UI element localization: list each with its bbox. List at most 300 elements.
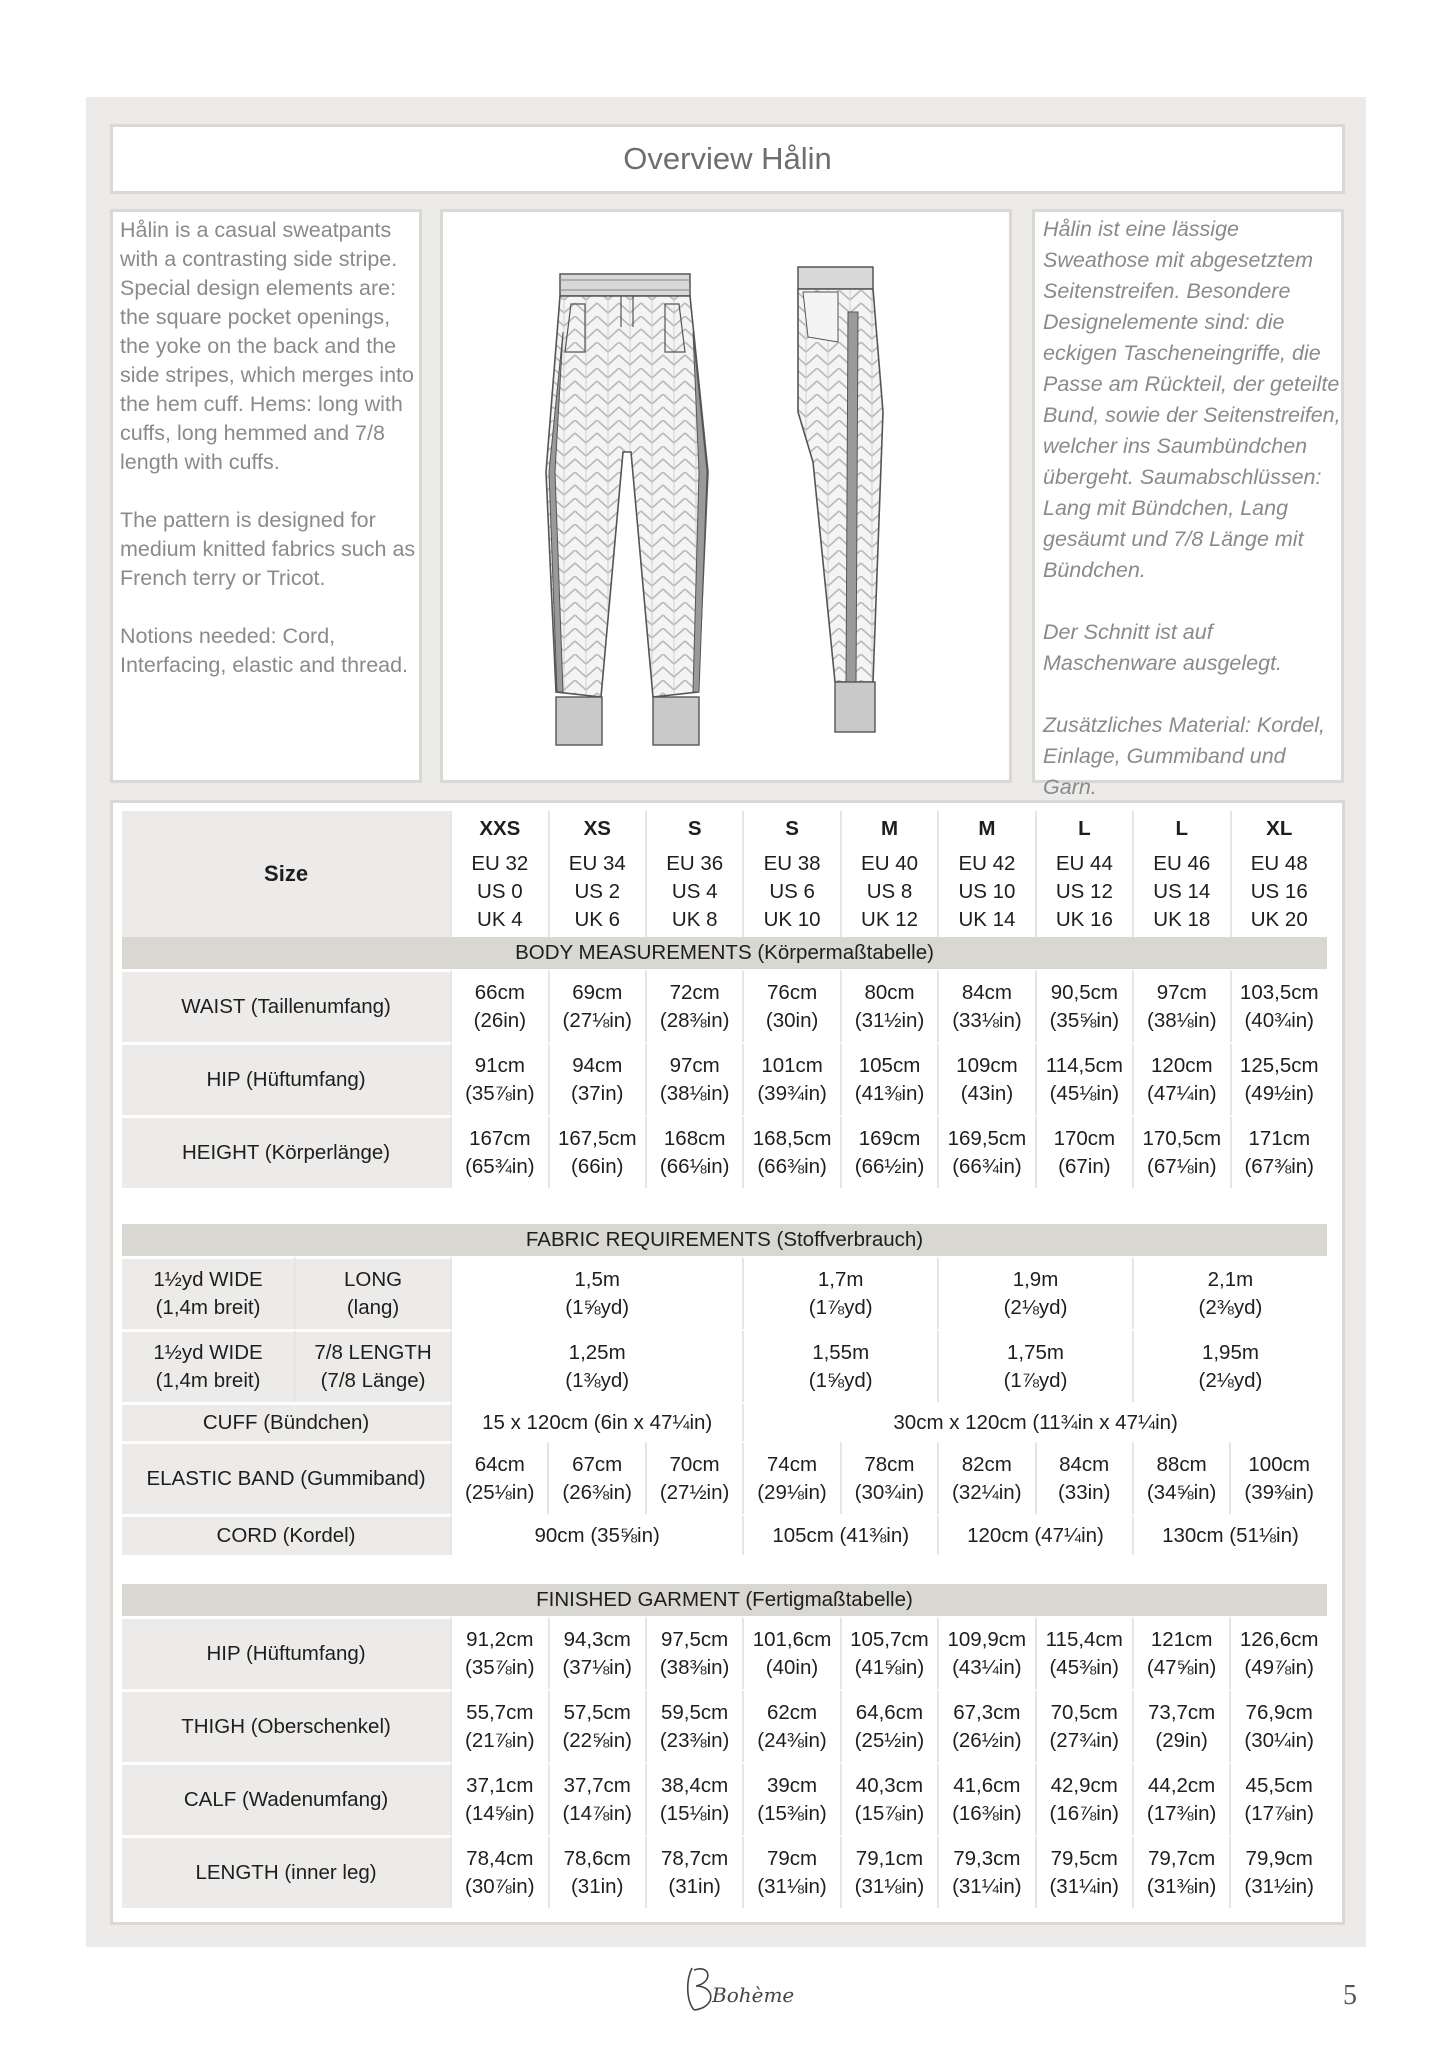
fabric-yards: (2⅛yd) — [1003, 1296, 1068, 1319]
value-inch: (31½in) — [1244, 1875, 1314, 1898]
value-cm: 97cm — [1156, 981, 1207, 1004]
fabric-amount-cell — [1132, 1256, 1327, 1329]
size-letter: XL — [1266, 817, 1293, 840]
size-eu: EU 34 — [568, 852, 626, 875]
value-cm: 126,6cm — [1239, 1628, 1319, 1651]
value-inch: (67⅜in) — [1244, 1155, 1314, 1178]
value-cm: 82cm — [961, 1453, 1012, 1476]
value-cm: 78cm — [864, 1453, 915, 1476]
value-inch: (30⅞in) — [465, 1875, 535, 1898]
measurement-cell — [548, 969, 645, 1042]
value-cm: 105,7cm — [850, 1628, 929, 1651]
fabric-type: 7/8 LENGTH — [314, 1341, 432, 1364]
value-inch: (24⅜in) — [757, 1729, 827, 1752]
size-letter-cell — [840, 811, 937, 847]
value-inch: (27¾in) — [1049, 1729, 1119, 1752]
measurement-cell — [450, 1042, 547, 1115]
size-letter-cell — [1230, 811, 1328, 847]
value-cm: 97cm — [669, 1054, 720, 1077]
value-cm: 170cm — [1053, 1127, 1116, 1150]
value-cm: 91cm — [474, 1054, 525, 1077]
measurement-cell — [1229, 1689, 1327, 1762]
technical-drawing — [440, 209, 1012, 783]
measurement-cell — [1230, 1115, 1328, 1188]
cord-value: 90cm (35⅝in) — [534, 1524, 660, 1547]
cord-value-cell — [450, 1514, 742, 1555]
value-cm: 76cm — [767, 981, 818, 1004]
measurement-cell — [742, 1762, 839, 1835]
cord-value-cell — [937, 1514, 1132, 1555]
fabric-amount-cell — [937, 1329, 1132, 1402]
size-letter-cell — [548, 811, 645, 847]
measurement-cell — [548, 1042, 645, 1115]
value-cm: 37,7cm — [563, 1774, 631, 1797]
value-inch: (26½in) — [952, 1729, 1022, 1752]
table-row — [122, 1042, 1327, 1115]
fabric-section-title: FABRIC REQUIREMENTS (Stoffverbrauch) — [525, 1228, 924, 1251]
value-cm: 169,5cm — [947, 1127, 1027, 1150]
row-label: HIP (Hüftumfang) — [206, 1642, 366, 1665]
measurement-cell — [840, 1835, 937, 1908]
size-us: US 2 — [574, 880, 621, 903]
elastic-value-cell — [1229, 1441, 1327, 1514]
row-label-cell — [122, 1042, 450, 1115]
value-cm: 78,6cm — [563, 1847, 631, 1870]
table-row — [122, 1115, 1327, 1188]
fabric-type-cell — [294, 1329, 450, 1402]
size-letter-cell — [1035, 811, 1132, 847]
measurement-cell — [840, 1616, 937, 1689]
row-label: WAIST (Taillenumfang) — [181, 995, 391, 1018]
value-cm: 66cm — [474, 981, 525, 1004]
value-cm: 114,5cm — [1045, 1054, 1123, 1077]
size-letter: XXS — [479, 817, 521, 840]
value-cm: 101,6cm — [752, 1628, 832, 1651]
cuff-label: CUFF (Bündchen) — [202, 1411, 370, 1434]
fabric-meters: 1,25m — [568, 1341, 626, 1364]
size-conversion-cell — [742, 847, 839, 937]
value-inch: (38⅛in) — [659, 1082, 730, 1105]
measurement-cell — [645, 1762, 742, 1835]
measurement-cell — [742, 1689, 839, 1762]
cuff-value-cell — [450, 1402, 742, 1441]
value-inch: (49⅞in) — [1244, 1656, 1314, 1679]
fabric-meters: 1,5m — [574, 1268, 620, 1291]
value-inch: (26⅜in) — [562, 1481, 632, 1504]
row-label-cell — [122, 969, 450, 1042]
measurement-cell — [937, 1835, 1034, 1908]
size-uk: UK 6 — [574, 908, 621, 931]
measurement-cell — [1132, 969, 1229, 1042]
value-cm: 39cm — [766, 1774, 818, 1797]
cord-value: 105cm (41⅜in) — [772, 1524, 910, 1547]
value-cm: 42,9cm — [1050, 1774, 1118, 1797]
measurement-cell — [840, 1762, 937, 1835]
measurement-cell — [645, 1042, 742, 1115]
measurement-cell — [1132, 1042, 1229, 1115]
value-inch: (37⅛in) — [562, 1656, 632, 1679]
elastic-value-cell — [742, 1441, 839, 1514]
measurement-cell — [645, 1835, 742, 1908]
measurement-cell — [937, 1115, 1034, 1188]
measurement-cell — [1035, 1115, 1132, 1188]
measurement-cell — [742, 969, 839, 1042]
size-us: US 14 — [1153, 880, 1211, 903]
value-cm: 74cm — [766, 1453, 818, 1476]
table-row — [122, 1329, 1327, 1402]
elastic-label-cell — [122, 1441, 450, 1514]
value-inch: (15⅛in) — [659, 1802, 730, 1825]
value-inch: (31⅜in) — [1146, 1875, 1217, 1898]
value-inch: (15⅜in) — [757, 1802, 827, 1825]
value-inch: (14⅞in) — [562, 1802, 632, 1825]
size-letter: XS — [583, 817, 611, 840]
value-cm: 78,7cm — [660, 1847, 729, 1870]
size-letter: S — [687, 817, 702, 840]
measurement-cell — [645, 1689, 742, 1762]
side-view-icon — [798, 267, 883, 732]
value-cm: 79,5cm — [1050, 1847, 1118, 1870]
size-us: US 10 — [958, 880, 1016, 903]
measurement-cell — [548, 1835, 645, 1908]
fabric-meters: 1,55m — [812, 1341, 870, 1364]
fabric-meters: 2,1m — [1207, 1268, 1254, 1291]
elastic-value-cell — [645, 1441, 742, 1514]
value-inch: (29⅛in) — [757, 1481, 827, 1504]
measurement-cell — [937, 1042, 1034, 1115]
fabric-type-cell — [294, 1256, 450, 1329]
value-inch: (28⅜in) — [659, 1009, 730, 1032]
value-inch: (66in) — [571, 1155, 624, 1178]
size-letter: L — [1175, 817, 1189, 840]
size-eu: EU 32 — [471, 852, 529, 875]
size-eu: EU 36 — [666, 852, 724, 875]
value-inch: (43¼in) — [952, 1656, 1022, 1679]
fabric-requirements-table — [122, 1224, 1327, 1555]
value-cm: 45,5cm — [1245, 1774, 1313, 1797]
size-label: Size — [264, 861, 309, 886]
value-inch: (66⅜in) — [757, 1155, 827, 1178]
fabric-amount-cell — [742, 1256, 937, 1329]
fabric-width: 1½yd WIDE — [153, 1341, 263, 1364]
body-measurements-table — [122, 811, 1327, 1188]
row-label-cell — [122, 1616, 450, 1689]
value-inch: (34⅝in) — [1146, 1481, 1217, 1504]
description-english — [110, 209, 422, 783]
cord-value: 130cm (51⅛in) — [1162, 1524, 1299, 1547]
value-cm: 79,3cm — [953, 1847, 1021, 1870]
row-label: THIGH (Oberschenkel) — [181, 1715, 391, 1738]
value-cm: 125,5cm — [1239, 1054, 1319, 1077]
value-cm: 97,5cm — [660, 1628, 729, 1651]
measurement-cell — [450, 1835, 547, 1908]
value-inch: (22⅝in) — [562, 1729, 632, 1752]
size-eu: EU 40 — [861, 852, 919, 875]
value-inch: (33⅛in) — [952, 1009, 1022, 1032]
fabric-width-cell — [122, 1256, 294, 1329]
value-cm: 84cm — [1059, 1453, 1110, 1476]
measurement-cell — [645, 1115, 742, 1188]
measurement-cell — [1230, 969, 1328, 1042]
value-cm: 41,6cm — [953, 1774, 1021, 1797]
value-inch: (39⅜in) — [1244, 1481, 1314, 1504]
value-inch: (27½in) — [659, 1481, 730, 1504]
value-cm: 103,5cm — [1239, 981, 1319, 1004]
value-inch: (16⅜in) — [952, 1802, 1022, 1825]
size-conversion-cell — [450, 847, 547, 937]
value-cm: 168,5cm — [752, 1127, 832, 1150]
value-cm: 69cm — [572, 981, 623, 1004]
value-inch: (30¾in) — [854, 1481, 925, 1504]
value-cm: 109cm — [956, 1054, 1018, 1077]
value-inch: (37in) — [571, 1082, 624, 1105]
measurement-cell — [450, 1115, 547, 1188]
value-inch: (31⅛in) — [854, 1875, 925, 1898]
front-view-icon — [546, 274, 708, 745]
measurement-cell — [1035, 1835, 1132, 1908]
size-uk: UK 12 — [861, 908, 919, 931]
value-cm: 171cm — [1248, 1127, 1311, 1150]
value-cm: 169cm — [858, 1127, 921, 1150]
table-row — [122, 1762, 1327, 1835]
value-inch: (33in) — [1057, 1481, 1111, 1504]
elastic-value-cell — [1132, 1441, 1229, 1514]
value-cm: 78,4cm — [466, 1847, 534, 1870]
page-title — [110, 124, 1345, 194]
measurement-cell — [1132, 1689, 1229, 1762]
value-cm: 100cm — [1248, 1453, 1310, 1476]
measurement-cell — [1132, 1616, 1229, 1689]
value-inch: (27⅛in) — [562, 1009, 633, 1032]
value-inch: (17⅞in) — [1244, 1802, 1314, 1825]
fabric-yards: (2⅛yd) — [1198, 1369, 1263, 1392]
measurement-cell — [548, 1616, 645, 1689]
elastic-value-cell — [450, 1441, 547, 1514]
row-label: HIP (Hüftumfang) — [206, 1068, 366, 1091]
measurement-cell — [1035, 1616, 1132, 1689]
value-inch: (21⅞in) — [465, 1729, 535, 1752]
value-cm: 101cm — [761, 1054, 823, 1077]
value-inch: (31¼in) — [952, 1875, 1022, 1898]
value-inch: (31in) — [570, 1875, 624, 1898]
measurement-cell — [645, 969, 742, 1042]
cuff-value-cell — [742, 1402, 1327, 1441]
value-cm: 121cm — [1150, 1628, 1213, 1651]
description-en-paragraph: Notions needed: Cord, Interfacing, elastic and thread. — [120, 624, 409, 677]
value-inch: (41⅝in) — [854, 1656, 925, 1679]
value-inch: (67in) — [1058, 1155, 1111, 1178]
size-us: US 0 — [477, 880, 523, 903]
value-cm: 38,4cm — [660, 1774, 729, 1797]
value-cm: 70cm — [669, 1453, 720, 1476]
measurement-cell — [450, 1689, 547, 1762]
page-title-text: Overview Hålin — [623, 141, 832, 176]
row-label: HEIGHT (Körperlänge) — [182, 1141, 391, 1164]
elastic-value-cell — [547, 1441, 644, 1514]
cord-value: 120cm (47¼in) — [967, 1524, 1104, 1547]
cord-value-cell — [1132, 1514, 1327, 1555]
value-inch: (15⅞in) — [854, 1802, 925, 1825]
elastic-value-cell — [1035, 1441, 1132, 1514]
value-inch: (31½in) — [854, 1009, 925, 1032]
value-cm: 79,7cm — [1148, 1847, 1216, 1870]
value-cm: 167,5cm — [557, 1127, 637, 1150]
measurement-cell — [450, 1616, 547, 1689]
cuff-label-cell — [122, 1402, 450, 1441]
measurement-cell — [645, 1616, 742, 1689]
measurement-cell — [1035, 969, 1132, 1042]
measurement-cell — [937, 1689, 1034, 1762]
value-inch: (43in) — [960, 1082, 1014, 1105]
size-letter: M — [880, 817, 899, 840]
value-inch: (25½in) — [854, 1729, 925, 1752]
fabric-amount-cell — [937, 1256, 1132, 1329]
fabric-yards: (1⅝yd) — [565, 1296, 630, 1319]
row-label: CALF (Wadenumfang) — [183, 1788, 389, 1811]
size-conversion-cell — [840, 847, 937, 937]
size-eu: EU 38 — [763, 852, 821, 875]
value-inch: (23⅜in) — [659, 1729, 730, 1752]
description-en-paragraph: The pattern is designed for medium knitted fabrics such as French terry or Tricot. — [120, 508, 416, 590]
measurement-cell — [840, 969, 937, 1042]
value-inch: (66¾in) — [952, 1155, 1022, 1178]
fabric-type-de: (7/8 Länge) — [320, 1369, 426, 1392]
measurement-cell — [1229, 1835, 1327, 1908]
size-conversion-cell — [1035, 847, 1132, 937]
measurement-cell — [1132, 1762, 1229, 1835]
measurement-cell — [840, 1115, 937, 1188]
value-inch: (17⅜in) — [1146, 1802, 1217, 1825]
value-cm: 84cm — [961, 981, 1013, 1004]
value-inch: (66⅛in) — [659, 1155, 730, 1178]
row-label-cell — [122, 1115, 450, 1188]
value-inch: (25⅛in) — [465, 1481, 535, 1504]
value-inch: (39¾in) — [757, 1082, 827, 1105]
fabric-width-cell — [122, 1329, 294, 1402]
value-cm: 44,2cm — [1148, 1774, 1216, 1797]
fabric-yards: (2⅜yd) — [1198, 1296, 1263, 1319]
body-section-header — [122, 937, 1327, 969]
finished-section-header — [122, 1584, 1327, 1616]
size-eu: EU 44 — [1055, 852, 1113, 875]
measurement-cell — [1035, 1042, 1132, 1115]
value-cm: 94cm — [572, 1054, 623, 1077]
measurement-cell — [1229, 1616, 1327, 1689]
fabric-yards: (1⅜yd) — [565, 1369, 630, 1392]
size-eu: EU 42 — [958, 852, 1016, 875]
value-cm: 76,9cm — [1245, 1701, 1313, 1724]
measurement-cell — [1229, 1762, 1327, 1835]
measurement-cell — [742, 1115, 839, 1188]
value-cm: 79,1cm — [855, 1847, 924, 1870]
size-uk: UK 18 — [1153, 908, 1211, 931]
elastic-value-cell — [937, 1441, 1034, 1514]
value-inch: (29in) — [1155, 1729, 1208, 1752]
elastic-value-cell — [840, 1441, 937, 1514]
value-cm: 37,1cm — [466, 1774, 534, 1797]
measurement-cell — [548, 1115, 645, 1188]
page-number: 5 — [1343, 1980, 1357, 2011]
boheme-logo — [680, 1960, 795, 2018]
value-inch: (31⅛in) — [757, 1875, 827, 1898]
size-letter-cell — [1132, 811, 1229, 847]
row-label-cell — [122, 1689, 450, 1762]
logo-text: Bohème — [712, 1983, 795, 2007]
measurement-cell — [742, 1616, 839, 1689]
value-cm: 105cm — [858, 1054, 921, 1077]
value-cm: 57,5cm — [563, 1701, 631, 1724]
value-cm: 79,9cm — [1245, 1847, 1313, 1870]
fabric-amount-cell — [1132, 1329, 1327, 1402]
value-inch: (32¼in) — [952, 1481, 1022, 1504]
value-cm: 64cm — [474, 1453, 525, 1476]
value-inch: (45⅛in) — [1049, 1082, 1120, 1105]
value-inch: (49½in) — [1244, 1082, 1314, 1105]
fabric-amount-cell — [742, 1329, 937, 1402]
value-cm: 170,5cm — [1142, 1127, 1222, 1150]
fabric-amount-cell — [450, 1256, 742, 1329]
fabric-meters: 1,75m — [1007, 1341, 1064, 1364]
value-inch: (66½in) — [854, 1155, 925, 1178]
table-row — [122, 1835, 1327, 1908]
size-eu: EU 48 — [1250, 852, 1308, 875]
description-de-paragraph: Hålin ist eine lässige Sweathose mit abgesetztem Seitenstreifen. Besondere Designelemente sind: die eckigen Tascheneingriffe, die Passe am Rückteil, der geteilte Bund, sowie der Seitenstreifen, welcher ins Saumbündchen übergeht. Saumabschlüssen: Lang mit Bündchen, Lang gesäumt und 7/8 Länge mit Bündchen. — [1043, 217, 1341, 582]
value-inch: (45⅜in) — [1049, 1656, 1119, 1679]
size-letter-cell — [742, 811, 839, 847]
value-cm: 59,5cm — [660, 1701, 729, 1724]
fabric-width: 1½yd WIDE — [153, 1268, 263, 1291]
size-us: US 16 — [1250, 880, 1308, 903]
body-section-title: BODY MEASUREMENTS (Körpermaßtabelle) — [515, 941, 934, 964]
value-inch: (14⅝in) — [465, 1802, 535, 1825]
size-conversion-cell — [1132, 847, 1229, 937]
fabric-width-de: (1,4m breit) — [155, 1296, 261, 1319]
value-inch: (16⅞in) — [1049, 1802, 1119, 1825]
measurement-cell — [548, 1689, 645, 1762]
value-cm: 62cm — [766, 1701, 818, 1724]
cord-label: CORD (Kordel) — [216, 1524, 356, 1547]
table-row — [122, 969, 1327, 1042]
value-inch: (38⅛in) — [1147, 1009, 1217, 1032]
value-cm: 88cm — [1156, 1453, 1207, 1476]
fabric-type: LONG — [343, 1268, 403, 1291]
value-cm: 79cm — [766, 1847, 818, 1870]
value-cm: 80cm — [864, 981, 915, 1004]
row-label: LENGTH (inner leg) — [195, 1861, 377, 1884]
measurement-cell — [1230, 1042, 1328, 1115]
size-letter: L — [1078, 817, 1091, 840]
size-letter: S — [785, 817, 799, 840]
size-letter-cell — [645, 811, 742, 847]
row-label-cell — [122, 1762, 450, 1835]
measurement-cell — [450, 1762, 547, 1835]
size-us: US 4 — [671, 880, 718, 903]
finished-garment-table — [122, 1584, 1327, 1908]
value-inch: (30in) — [765, 1009, 819, 1032]
size-uk: UK 14 — [958, 908, 1016, 931]
size-letter-cell — [450, 811, 547, 847]
cord-label-cell — [122, 1514, 450, 1555]
value-cm: 120cm — [1151, 1054, 1213, 1077]
size-uk: UK 16 — [1055, 908, 1113, 931]
cuff-value: 15 x 120cm (6in x 47¼in) — [482, 1411, 713, 1434]
value-inch: (47¼in) — [1147, 1082, 1217, 1105]
value-inch: (67⅛in) — [1147, 1155, 1217, 1178]
fabric-yards: (1⅞yd) — [808, 1296, 873, 1319]
fabric-meters: 1,95m — [1201, 1341, 1259, 1364]
value-inch: (38⅜in) — [659, 1656, 730, 1679]
value-inch: (40¾in) — [1244, 1009, 1314, 1032]
